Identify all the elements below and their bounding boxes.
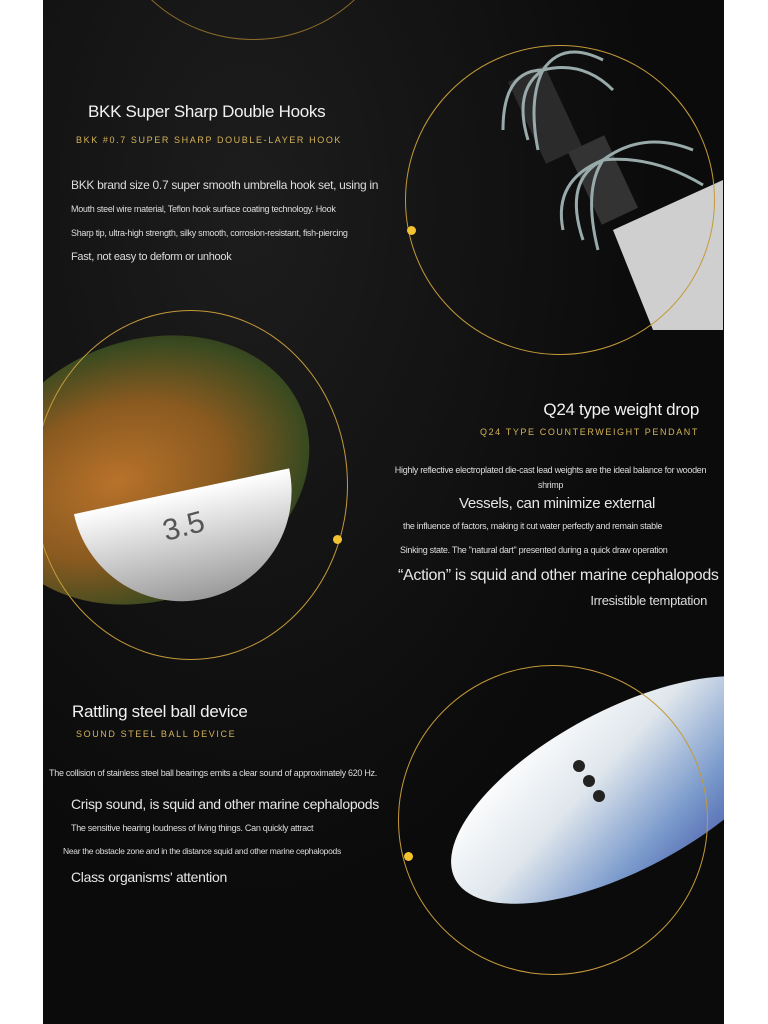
section2-line: “Action” is squid and other marine cephalopods [398, 567, 719, 584]
section2-title: Q24 type weight drop [543, 400, 699, 419]
weight-size-label: 3.5 [159, 505, 209, 548]
section1-line: Fast, not easy to deform or unhook [71, 251, 232, 263]
section2-line: the influence of factors, making it cut water perfectly and remain stable [403, 521, 663, 531]
section1-title: BKK Super Sharp Double Hooks [88, 102, 326, 121]
section3-subtitle: SOUND STEEL BALL DEVICE [76, 729, 237, 739]
ball-arc-decoration [398, 665, 708, 975]
section2-line: Irresistible temptation [590, 593, 707, 608]
section3-line: Class organisms' attention [71, 869, 227, 885]
top-arc-decoration [103, 0, 403, 40]
section2-line: Vessels, can minimize external [459, 495, 656, 512]
ball-indicator-dot [404, 852, 413, 861]
hook-indicator-dot [407, 226, 416, 235]
section2-subtitle: Q24 TYPE COUNTERWEIGHT PENDANT [479, 427, 699, 437]
section2-line: Sinking state. The "natural dart" presented during a quick draw operation [400, 545, 668, 555]
section3-title: Rattling steel ball device [72, 702, 248, 721]
product-detail-panel [43, 0, 724, 1024]
weight-indicator-dot [333, 535, 342, 544]
section3-line: Near the obstacle zone and in the distance squid and other marine cephalopods [63, 846, 341, 856]
section2-line: Highly reflective electroplated die-cast lead weights are the ideal balance for wooden shrimp [394, 465, 707, 490]
section1-subtitle: BKK #0.7 SUPER SHARP DOUBLE-LAYER HOOK [76, 135, 343, 145]
section1-line: BKK brand size 0.7 super smooth umbrella hook set, using in [71, 178, 379, 192]
hook-arc-decoration [405, 45, 715, 355]
section3-line: The sensitive hearing loudness of living things. Can quickly attract [71, 823, 314, 833]
section3-line: Crisp sound, is squid and other marine cephalopods [71, 796, 379, 812]
section3-line: The collision of stainless steel ball bearings emits a clear sound of approximately 620 Hz. [49, 768, 377, 778]
weight-arc-decoration [43, 310, 348, 660]
section1-line: Mouth steel wire material, Teflon hook surface coating technology. Hook [71, 204, 336, 214]
section1-line: Sharp tip, ultra-high strength, silky smooth, corrosion-resistant, fish-piercing [71, 228, 348, 238]
